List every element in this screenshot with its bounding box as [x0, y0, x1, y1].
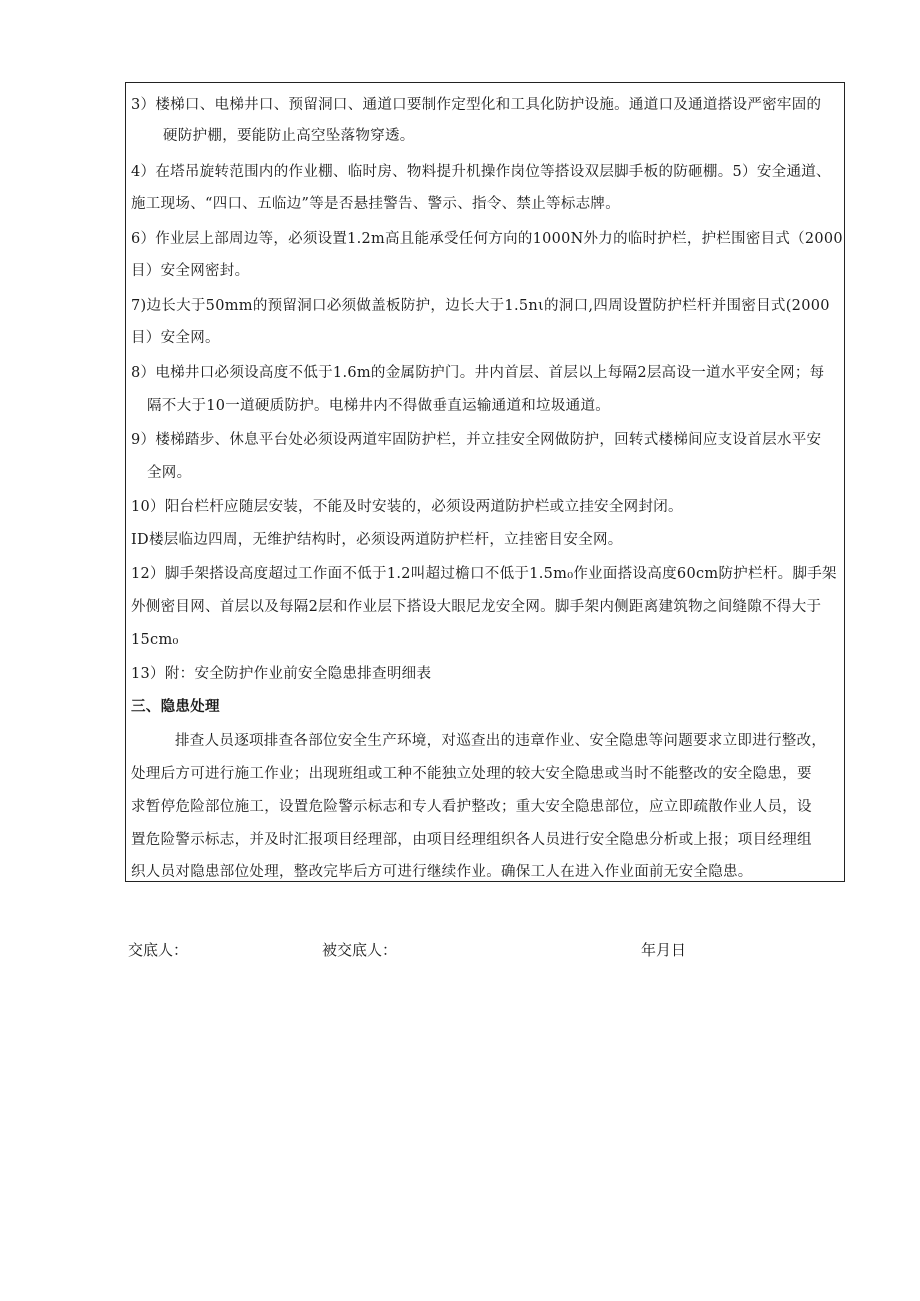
text-line-item13: 13）附：安全防护作业前安全隐患排查明细表: [131, 666, 432, 682]
text-line-item9-cont: 全网。: [147, 465, 192, 481]
date-label: 年月日: [641, 941, 687, 959]
text-line-item5-cont: 施工现场、“四口、五临边”等是否悬挂警告、警示、指令、禁止等标志牌。: [131, 196, 621, 212]
text-line-para4: 置危险警示标志，并及时汇报项目经理部，由项目经理组织各人员进行安全隐患分析或上报；项目经理组: [131, 832, 812, 848]
text-line-item6-cont: 目）安全网密封。: [131, 263, 250, 279]
text-line-item10: 10）阳台栏杆应随层安装，不能及时安装的，必须设两道防护栏或立挂安全网封闭。: [131, 499, 683, 515]
text-line-item8-cont: 隔不大于10一道硬质防护。电梯井内不得做垂直运输通道和垃圾通道。: [147, 398, 611, 414]
text-line-para3: 求暂停危险部位施工，设置危险警示标志和专人看护整改；重大安全隐患部位，应立即疏散作业人员，设: [131, 799, 812, 815]
text-line-para5: 织人员对隐患部位处理，整改完毕后方可进行继续作业。确保工人在进入作业面前无安全隐患。: [131, 864, 753, 880]
text-line-item9: 9）楼梯踏步、休息平台处必须设两道牢固防护栏，并立挂安全网做防护，回转式楼梯间应支设首层水平安: [131, 432, 822, 448]
text-line-item6: 6）作业层上部周边等，必须设置1.2m高且能承受任何方向的1000N外力的临时护栏，护栏围密目式（2000: [131, 231, 843, 247]
text-line-para1: 排查人员逐项排查各部位安全生产环境，对巡查出的违章作业、安全隐患等问题要求立即进行整改，: [175, 733, 827, 749]
section-heading-hazard-handling: 三、隐患处理: [131, 699, 220, 715]
text-line-item7: 7)边长大于50mm的预留洞口必须做盖板防护，边长大于1.5nι的洞口,四周设置防护栏杆并围密目式(2000: [131, 298, 830, 314]
text-line-item12-cont2: 15cm₀: [131, 632, 179, 648]
text-line-item3: 3）楼梯口、电梯井口、预留洞口、通道口要制作定型化和工具化防护设施。通道口及通道搭设严密牢固的: [131, 97, 822, 113]
text-line-para2: 处理后方可进行施工作业；出现班组或工种不能独立处理的较大安全隐患或当时不能整改的安全隐患，要: [131, 766, 812, 782]
receiver-label: 被交底人：: [322, 941, 398, 959]
text-line-item12: 12）脚手架搭设高度超过工作面不低于1.2叫超过檐口不低于1.5m₀作业面搭设高度60cm防护栏杆。脚手架: [131, 566, 837, 582]
presenter-label: 交底人：: [128, 941, 189, 959]
text-line-item3-cont: 硬防护棚，要能防止高空坠落物穿透。: [163, 128, 415, 144]
text-line-item11: ID楼层临边四周，无维护结构时，必须设两道防护栏杆，立挂密目安全网。: [131, 532, 623, 548]
text-line-item7-cont: 目）安全网。: [131, 330, 220, 346]
text-line-item4: 4）在塔吊旋转范围内的作业棚、临时房、物料提升机操作岗位等搭设双层脚手板的防砸棚。5）安全通道、: [131, 164, 831, 180]
text-line-item12-cont1: 外侧密目网、首层以及每隔2层和作业层下搭设大眼尼龙安全网。脚手架内侧距离建筑物之间缝隙不得大于: [131, 599, 822, 615]
text-line-item8: 8）电梯井口必须设高度不低于1.6m的金属防护门。井内首层、首层以上每隔2层高设一道水平安全网；每: [131, 365, 825, 381]
